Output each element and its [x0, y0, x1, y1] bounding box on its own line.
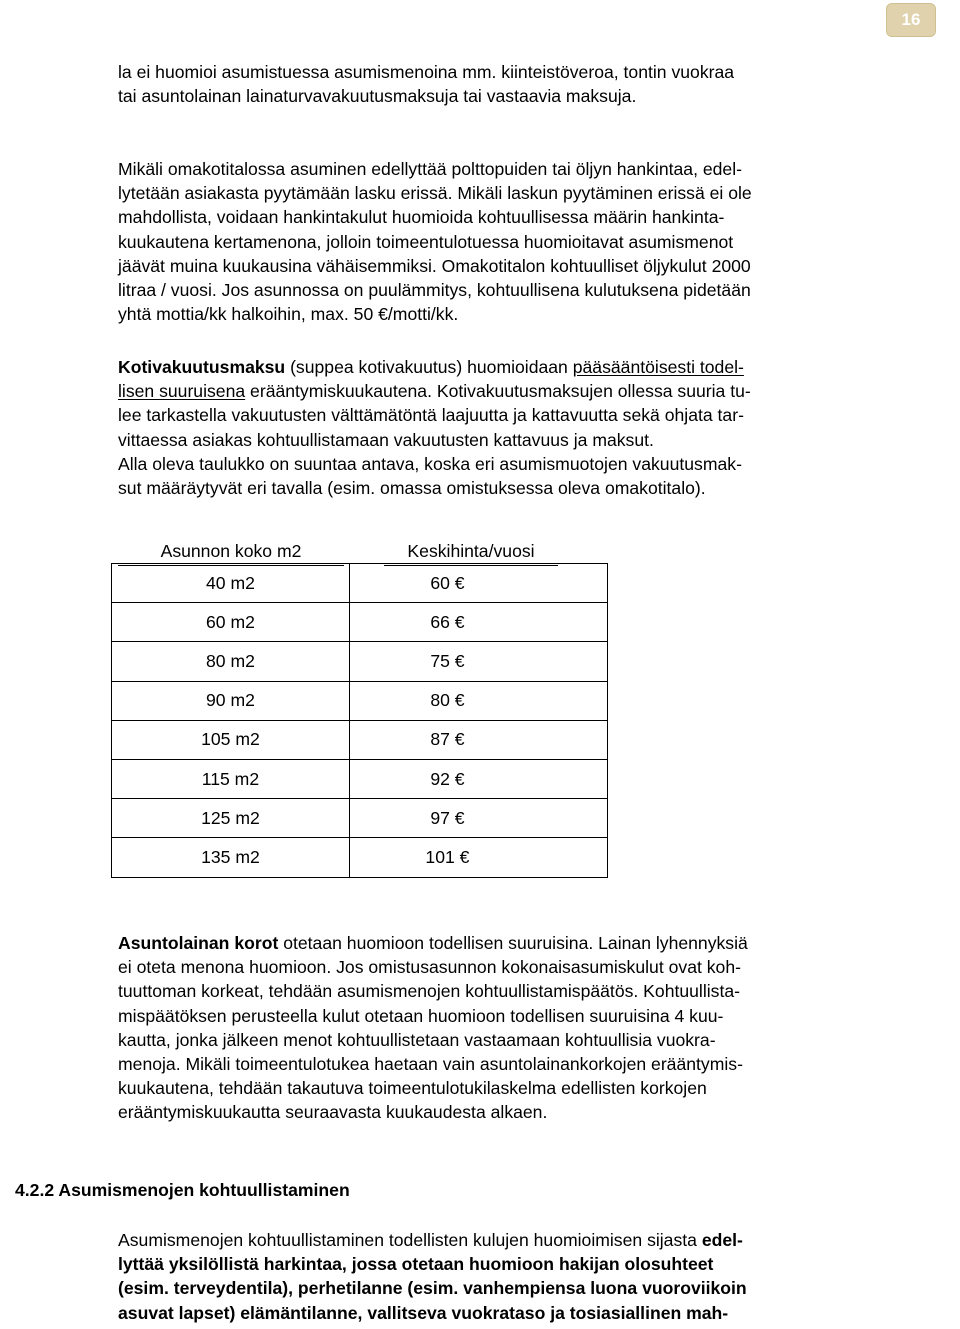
text-line — [118, 1276, 868, 1300]
cell-price: 92 € — [349, 759, 607, 798]
bold-text: edel- — [701, 1230, 743, 1250]
table-header-price: Keskihinta/vuosi — [384, 539, 558, 566]
paragraph-heating-fuel — [118, 157, 868, 326]
text-line: sut määräytyvät eri tavalla (esim. omassa omistuksessa oleva omakotitalo). — [118, 478, 706, 499]
text-run: (suppea kotivakuutus) huomioidaan — [285, 357, 573, 377]
text-line: vittaessa asiakas kohtuullistamaan vakuutusten kattavuus ja maksut. — [118, 429, 654, 450]
text-line: Mikäli omakotitalossa asuminen edellyttää polttopuiden tai öljyn hankintaa, edel- — [118, 159, 742, 179]
text-line: jäävät muina kuukausina vähäisemmiksi. Omakotitalon kohtuulliset öljykulut 2000 — [118, 255, 751, 276]
text-line: tai asuntolainan lainaturvavakuutusmaksuja tai vastaavia maksuja. — [118, 86, 637, 107]
text-line: lytetään asiakasta pyytämään lasku erissä. Mikäli laskun pyytäminen erissä ei ole — [118, 183, 752, 204]
table-row — [112, 681, 608, 720]
bold-text: lyttää yksilöllistä harkintaa, jossa otetaan huomioon hakijan olosuhteet — [118, 1254, 714, 1275]
bold-text: asuvat lapset) elämäntilanne, vallitseva vuokrataso ja tosiasiallinen mah- — [118, 1302, 729, 1323]
cell-size: 60 m2 — [112, 603, 350, 642]
paragraph-housing-costs-exclusions — [118, 60, 868, 108]
text-line — [118, 379, 868, 403]
text-line: menoja. Mikäli toimeentulotukea haetaan vain asuntolainankorkojen erääntymis- — [118, 1054, 743, 1075]
text-line: litraa / vuosi. Jos asunnossa on puulämmitys, kohtuullisena kulutuksena pidetään — [118, 280, 751, 301]
section-heading: 4.2.2 Asumismenojen kohtuullistaminen — [15, 1180, 350, 1200]
cell-size: 125 m2 — [112, 799, 350, 838]
paragraph-cost-adjustment — [118, 1228, 868, 1325]
table-row — [112, 564, 608, 603]
text-line: kautta, jonka jälkeen menot kohtuullistetaan vastaamaan kohtuullisia vuokra- — [118, 1029, 716, 1050]
cell-price: 80 € — [349, 681, 607, 720]
text-run: otetaan huomioon todellisen suuruisina. Lainan lyhennyksiä — [278, 933, 748, 953]
text-line: erääntymiskuukautta seuraavasta kuukaudesta alkaen. — [118, 1102, 548, 1123]
table-row — [112, 799, 608, 838]
table-row — [112, 838, 608, 877]
text-run: erääntymiskuukautena. Kotivakuutusmaksujen ollessa suuria tu- — [245, 381, 751, 402]
text-line: ei oteta menona huomioon. Jos omistusasunnon kokonaisasumiskulut ovat koh- — [118, 957, 741, 978]
text-line: mispäätöksen perusteella kulut otetaan huomioon todellisen suuruisina 4 kuu- — [118, 1005, 724, 1026]
cell-size: 135 m2 — [112, 838, 350, 877]
paragraph-home-insurance — [118, 355, 868, 500]
table-row — [112, 603, 608, 642]
text-line: tuuttoman korkeat, tehdään asumismenojen kohtuullistamispäätös. Kohtuullista- — [118, 981, 740, 1002]
text-line: kuukautena, tehdään takautuva toimeentulotukilaskelma edellisten korkojen — [118, 1078, 707, 1099]
text-line — [118, 1301, 868, 1325]
cell-size: 105 m2 — [112, 720, 350, 759]
text-line — [118, 931, 868, 955]
text-line — [118, 1228, 868, 1252]
cell-price: 87 € — [349, 720, 607, 759]
insurance-price-table — [111, 563, 608, 878]
table-row — [112, 759, 608, 798]
cell-price: 60 € — [349, 564, 607, 603]
text-line: lee tarkastella vakuutusten välttämätöntä laajuutta ja kattavuutta sekä ohjata tar- — [118, 405, 744, 426]
cell-size: 115 m2 — [112, 759, 350, 798]
underlined-text: lisen suuruisena — [118, 381, 246, 402]
cell-price: 66 € — [349, 603, 607, 642]
text-line: Alla oleva taulukko on suuntaa antava, koska eri asumismuotojen vakuutusmak- — [118, 453, 742, 474]
text-line: kuukautena kertamenona, jolloin toimeentulotuessa huomioitavat asumismenot — [118, 231, 734, 252]
table-header-size: Asunnon koko m2 — [118, 539, 344, 566]
table-row — [112, 642, 608, 681]
table-row — [112, 720, 608, 759]
text-line: yhtä mottia/kk halkoihin, max. 50 €/motti/kk. — [118, 304, 459, 325]
bold-term: Kotivakuutusmaksu — [118, 357, 286, 377]
text-run: Asumismenojen kohtuullistaminen todellisten kulujen huomioimisen sijasta — [118, 1230, 702, 1250]
text-line — [118, 1252, 868, 1276]
cell-price: 97 € — [349, 799, 607, 838]
cell-size: 80 m2 — [112, 642, 350, 681]
cell-price: 75 € — [349, 642, 607, 681]
underlined-text: pääsääntöisesti todel- — [572, 357, 744, 377]
page-number-badge: 16 — [886, 3, 936, 37]
text-line — [118, 355, 868, 379]
cell-price: 101 € — [349, 838, 607, 877]
text-line: la ei huomioi asumistuessa asumismenoina mm. kiinteistöveroa, tontin vuokraa — [118, 62, 735, 82]
cell-size: 90 m2 — [112, 681, 350, 720]
cell-size: 40 m2 — [112, 564, 350, 603]
paragraph-mortgage-interest — [118, 931, 868, 1125]
bold-text: (esim. terveydentila), perhetilanne (esim. vanhempiensa luona vuoroviikoin — [118, 1278, 747, 1299]
bold-term: Asuntolainan korot — [118, 933, 279, 953]
text-line: mahdollista, voidaan hankintakulut huomioida kohtuullisessa määrin hankinta- — [118, 207, 725, 228]
